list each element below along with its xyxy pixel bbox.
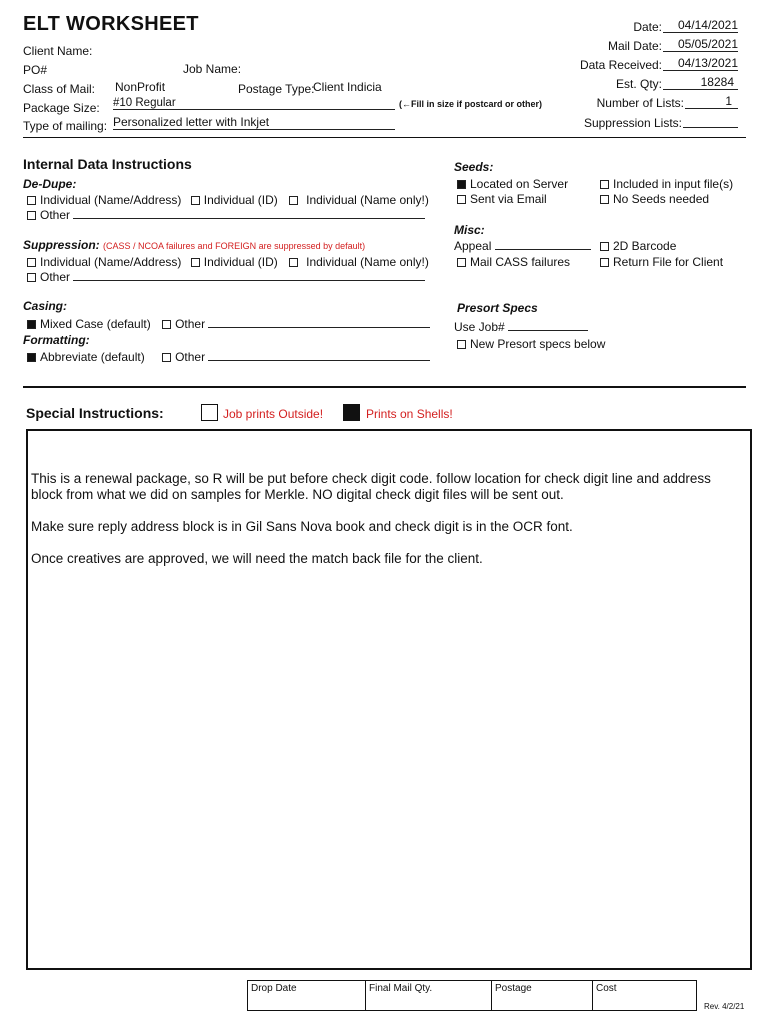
type-of-mailing-label: Type of mailing: xyxy=(23,119,108,133)
special-instructions-box[interactable] xyxy=(26,429,752,970)
num-lists-label: Number of Lists: xyxy=(596,96,684,110)
postage-type-label: Postage Type: xyxy=(238,82,315,96)
data-received-value[interactable]: 04/13/2021 xyxy=(663,56,738,71)
num-lists-value[interactable]: 1 xyxy=(685,94,738,109)
est-qty-value[interactable]: 18284 xyxy=(663,75,738,90)
client-name-label: Client Name: xyxy=(23,44,93,58)
dedupe-other-row: Other xyxy=(27,208,425,222)
seeds-located-checkbox[interactable] xyxy=(457,180,466,189)
section-divider xyxy=(23,386,746,388)
misc-label: Misc: xyxy=(454,223,485,237)
suppression-header: Suppression: (CASS / NCOA failures and FOREIGN are suppressed by default) xyxy=(23,238,366,252)
seeds-included-row: Included in input file(s) xyxy=(600,177,733,191)
suppression-id-checkbox[interactable] xyxy=(191,258,200,267)
seeds-label: Seeds: xyxy=(454,160,494,174)
formatting-other-checkbox[interactable] xyxy=(162,353,171,362)
use-job-field[interactable] xyxy=(508,320,588,331)
return-file-checkbox[interactable] xyxy=(600,258,609,267)
seeds-included-checkbox[interactable] xyxy=(600,180,609,189)
suppression-other-field[interactable] xyxy=(73,270,425,281)
instruction-paragraph: Once creatives are approved, we will need the match back file for the client. xyxy=(31,551,483,566)
internal-data-title: Internal Data Instructions xyxy=(23,156,192,172)
date-value[interactable]: 04/14/2021 xyxy=(663,18,738,33)
postage-type-value[interactable]: Client Indicia xyxy=(313,80,382,94)
class-of-mail-value[interactable]: NonProfit xyxy=(115,80,166,94)
mail-cass-checkbox[interactable] xyxy=(457,258,466,267)
type-of-mailing-value[interactable]: Personalized letter with Inkjet xyxy=(113,115,395,130)
suppression-note: (CASS / NCOA failures and FOREIGN are suppressed by default) xyxy=(103,241,366,251)
misc-cass-row: Mail CASS failures xyxy=(457,255,570,269)
data-received-label: Data Received: xyxy=(579,58,662,72)
footer-table xyxy=(247,980,697,1011)
casing-default-checkbox[interactable] xyxy=(27,320,36,329)
job-name-label: Job Name: xyxy=(183,62,242,76)
presort-usejob-row: Use Job# xyxy=(454,320,588,334)
misc-barcode-row: 2D Barcode xyxy=(600,239,676,253)
suppression-lists-label: Suppression Lists: xyxy=(583,116,682,130)
formatting-label: Formatting: xyxy=(23,333,90,347)
casing-label: Casing: xyxy=(23,299,68,313)
new-presort-checkbox[interactable] xyxy=(457,340,466,349)
formatting-row: Abbreviate (default) Other xyxy=(27,350,430,364)
casing-row: Mixed Case (default) Other xyxy=(27,317,430,331)
package-size-label: Package Size: xyxy=(23,101,100,115)
dedupe-other-checkbox[interactable] xyxy=(27,211,36,220)
seeds-none-checkbox[interactable] xyxy=(600,195,609,204)
postage-cell[interactable]: Postage xyxy=(492,981,593,1010)
job-prints-outside-label: Job prints Outside! xyxy=(223,407,324,421)
page-title: ELT WORKSHEET xyxy=(23,13,199,35)
dedupe-row: Individual (Name/Address) Individual (ID) Individual (Name only!) xyxy=(27,193,429,207)
suppression-lists-field[interactable] xyxy=(683,113,738,128)
revision-label: Rev. 4/2/21 xyxy=(704,1002,745,1011)
suppression-name-address-checkbox[interactable] xyxy=(27,258,36,267)
seeds-email-checkbox[interactable] xyxy=(457,195,466,204)
job-prints-outside-checkbox[interactable] xyxy=(201,404,218,421)
suppression-name-only-checkbox[interactable] xyxy=(289,258,298,267)
dedupe-label: De-Dupe: xyxy=(23,177,77,191)
suppression-other-row: Other xyxy=(27,270,425,284)
instruction-paragraph: This is a renewal package, so R will be put before check digit code. follow location for check digit line and address block from what we did on samples for Merkle. NO digital check digit files will be sent out. xyxy=(31,471,711,502)
prints-on-shells-checkbox[interactable] xyxy=(343,404,360,421)
final-mail-qty-cell[interactable]: Final Mail Qty. xyxy=(366,981,492,1010)
presort-label: Presort Specs xyxy=(457,301,538,315)
presort-new-row: New Presort specs below xyxy=(457,337,605,351)
appeal-field[interactable] xyxy=(495,239,591,250)
special-instructions-label: Special Instructions: xyxy=(26,405,164,421)
mail-date-value[interactable]: 05/05/2021 xyxy=(663,37,738,52)
seeds-none-row: No Seeds needed xyxy=(600,192,709,206)
instruction-paragraph: Make sure reply address block is in Gil Sans Nova book and check digit is in the OCR font. xyxy=(31,519,573,534)
barcode-2d-checkbox[interactable] xyxy=(600,242,609,251)
mail-date-label: Mail Date: xyxy=(607,39,662,53)
dedupe-name-only-checkbox[interactable] xyxy=(289,196,298,205)
class-of-mail-label: Class of Mail: xyxy=(23,82,96,96)
package-size-hint: (←Fill in size if postcard or other) xyxy=(399,99,543,109)
seeds-located-row: Located on Server xyxy=(457,177,568,191)
dedupe-id-checkbox[interactable] xyxy=(191,196,200,205)
seeds-email-row: Sent via Email xyxy=(457,192,547,206)
dedupe-other-field[interactable] xyxy=(73,208,425,219)
misc-appeal-row: Appeal xyxy=(454,239,591,253)
prints-on-shells-label: Prints on Shells! xyxy=(366,407,453,421)
suppression-other-checkbox[interactable] xyxy=(27,273,36,282)
suppression-row: Individual (Name/Address) Individual (ID) Individual (Name only!) xyxy=(27,255,429,269)
formatting-default-checkbox[interactable] xyxy=(27,353,36,362)
date-label: Date: xyxy=(633,20,662,34)
misc-return-row: Return File for Client xyxy=(600,255,723,269)
header-divider xyxy=(23,137,746,138)
casing-other-field[interactable] xyxy=(208,317,430,328)
casing-other-checkbox[interactable] xyxy=(162,320,171,329)
cost-cell[interactable]: Cost xyxy=(596,983,617,994)
est-qty-label: Est. Qty: xyxy=(615,77,662,91)
formatting-other-field[interactable] xyxy=(208,350,430,361)
drop-date-cell[interactable]: Drop Date xyxy=(248,981,366,1010)
package-size-value[interactable]: #10 Regular xyxy=(113,97,395,110)
po-label: PO# xyxy=(23,63,48,77)
dedupe-name-address-checkbox[interactable] xyxy=(27,196,36,205)
